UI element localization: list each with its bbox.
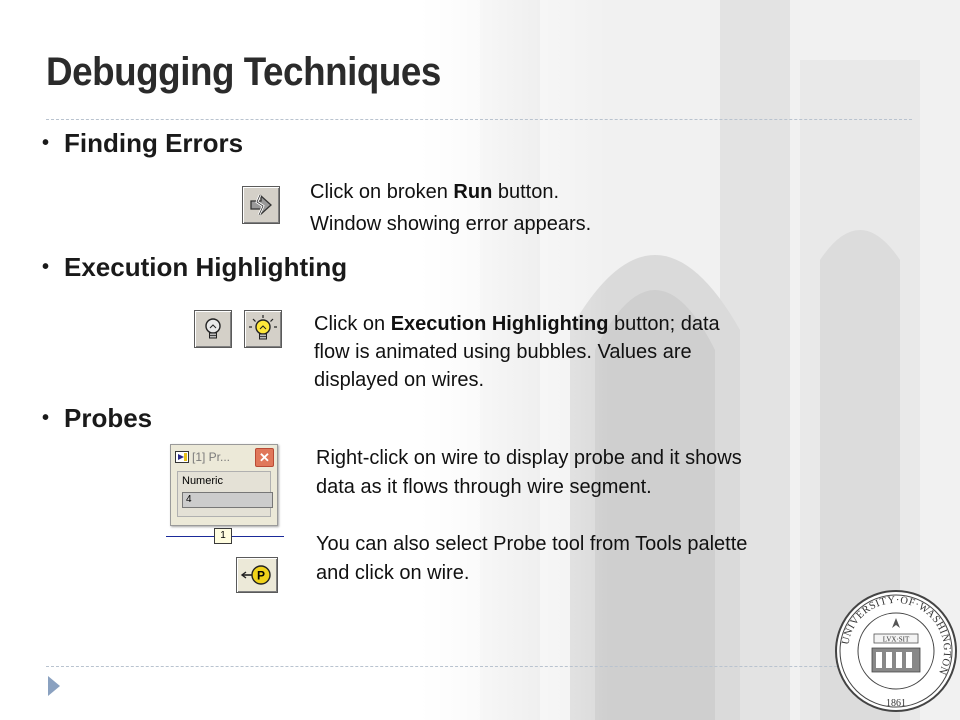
probe-window[interactable] (170, 444, 278, 526)
probes-line-3: You can also select Probe tool from Tools palette (316, 533, 748, 555)
bullet-execution-highlighting (42, 252, 347, 283)
finding-errors-line-2: Window showing error appears. (310, 213, 592, 235)
execution-highlighting-off-button[interactable] (194, 310, 232, 348)
probe-tag[interactable]: 1 (214, 528, 232, 544)
bullet-dot: • (42, 132, 50, 154)
broken-run-arrow-icon (248, 192, 274, 218)
probe-tool-letter: P (256, 568, 266, 583)
labview-vi-icon (175, 451, 189, 463)
bullet-dot: • (42, 407, 50, 429)
probe-tool-button[interactable] (236, 557, 278, 593)
slide-title: Debugging Techniques (46, 50, 441, 94)
bullet-dot: • (42, 256, 50, 278)
lightbulb-on-icon (248, 314, 278, 344)
execution-highlighting-line-1: Click on Execution Highlighting button; data (314, 313, 720, 335)
next-slide-arrow-icon[interactable] (48, 676, 60, 696)
bullet-label: Execution Highlighting (64, 252, 348, 282)
seal-year: 1861 (886, 698, 906, 709)
bullet-label: Finding Errors (64, 128, 244, 158)
bullet-probes (42, 403, 152, 434)
close-icon[interactable]: ✕ (255, 448, 274, 467)
finding-errors-line-1: Click on broken Run button. (310, 181, 560, 203)
seal-motto: LVX·SIT (882, 635, 910, 644)
probes-line-4: and click on wire. (316, 562, 470, 584)
footer-divider (46, 666, 912, 667)
execution-highlighting-line-3: displayed on wires. (314, 369, 485, 391)
seal-ring-text: UNIVERSITY·OF·WASHINGTON (840, 594, 953, 677)
probes-line-1: Right-click on wire to display probe and it shows (316, 447, 742, 469)
execution-highlighting-on-button[interactable] (244, 310, 282, 348)
bullet-finding-errors (42, 128, 243, 159)
university-seal-logo (834, 586, 958, 716)
probe-numeric-label: Numeric (182, 475, 223, 487)
probe-window-title: [1] Pr... (192, 450, 231, 464)
bullet-label: Probes (64, 403, 153, 433)
lightbulb-off-icon (201, 316, 225, 342)
execution-highlighting-line-2: flow is animated using bubbles. Values are (314, 341, 692, 363)
broken-run-button[interactable] (242, 186, 280, 224)
probe-numeric-value: 4 (182, 492, 273, 508)
title-divider (46, 119, 912, 120)
probe-tool-icon (240, 562, 274, 588)
probes-line-2: data as it flows through wire segment. (316, 476, 652, 498)
probe-numeric-panel (177, 471, 271, 517)
